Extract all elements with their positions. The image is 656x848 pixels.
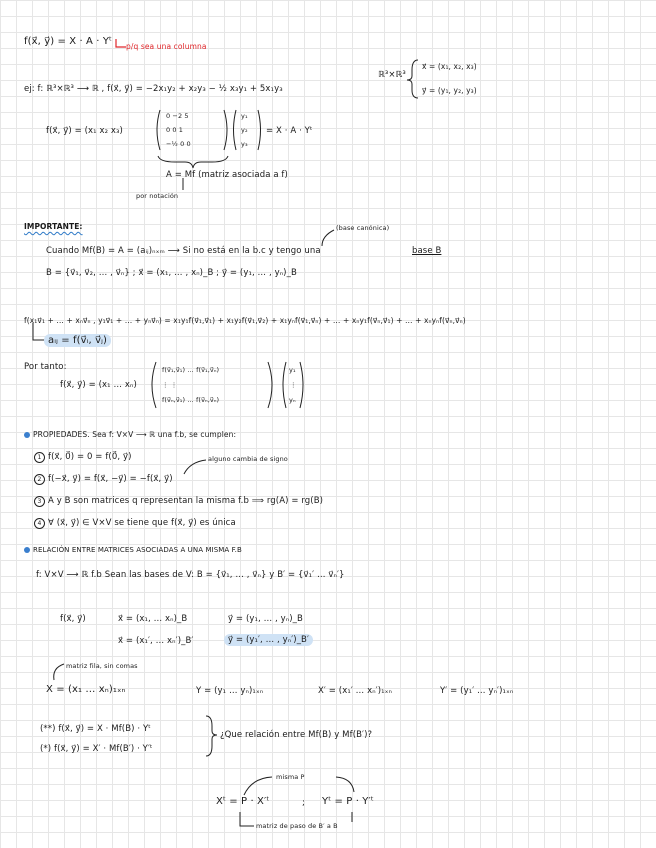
y-column-3: y₃ [241, 140, 248, 148]
note-cambia-signo: alguno cambia de signo [208, 455, 288, 463]
matrix-form-left: f(x⃗, y⃗) = (x₁ x₂ x₃) [46, 126, 123, 136]
note-matriz-paso: matriz de paso de B′ a B [256, 822, 338, 830]
row-matrix-x: X = (x₁ … xₙ)₁ₓₙ [46, 684, 126, 695]
property-2 [34, 474, 173, 485]
change-y: Yᵗ = P · Y′ᵗ [322, 796, 374, 807]
x-in-b-prime: x⃗ = (x₁′, … xₙ′)_B′ [118, 636, 194, 646]
property-1-text: f(x⃗, 0⃗) = 0 = f(0⃗, y⃗) [48, 452, 132, 462]
property-1 [34, 452, 132, 463]
matrix-row-1: 0 −2 5 [166, 112, 189, 120]
relation-question: ¿Que relación entre Mf(B) y Mf(B′)? [220, 730, 373, 740]
y-vector-def: y⃗ = (y₁, y₂, y₃) [422, 86, 477, 95]
yn-column-2: ⋮ [290, 381, 297, 389]
relation-heading [24, 546, 242, 554]
number-3-icon: 3 [34, 496, 45, 507]
y-column-2: y₂ [241, 126, 248, 134]
formula-general: f(x⃗, y⃗) = X · A · Yᵗ [24, 36, 113, 47]
bases-statement: f: V×V ⟶ ℝ f.b Sean las bases de V: B = {v⃗₁, … , v⃗ₙ} y B′ = {v⃗₁′ … v⃗ₙ′} [36, 570, 345, 580]
number-2-icon: 2 [34, 474, 45, 485]
note-base-canonica: (base canónica) [336, 224, 390, 232]
number-4-icon: 4 [34, 518, 45, 529]
row-matrix-x-prime: X′ = (x₁′ … xₙ′)₁ₓₙ [318, 686, 392, 696]
general-matrix-left: f(x⃗, y⃗) = (x₁ … xₙ) [60, 380, 137, 390]
number-1-icon: 1 [34, 452, 45, 463]
matrix-row-3: −½ 0 0 [166, 140, 191, 148]
equation-double-star: (**) f(x⃗, y⃗) = X · Mf(B) · Yᵗ [40, 724, 151, 734]
big-matrix-row-3: f(v⃗ₙ,v⃗₁) … f(v⃗ₙ,v⃗ₙ) [162, 396, 220, 404]
domain-label: ℝ³×ℝ³ [378, 70, 406, 80]
yn-column-3: yₙ [289, 396, 296, 404]
properties-heading [24, 430, 236, 439]
matrix-row-2: 0 0 1 [166, 126, 184, 134]
x-vector-def: x⃗ = (x₁, x₂, x₃) [422, 62, 477, 71]
f-xy-label: f(x⃗, y⃗) [60, 614, 86, 624]
equation-star: (*) f(x⃗, y⃗) = X′ · Mf(B′) · Y′ᵗ [40, 744, 153, 754]
when-statement: Cuando Mf(B) = A = (aᵢⱼ)ₙₓₘ ⟶ Si no está en la b.c y tengo una [46, 246, 321, 256]
y-column-1: y₁ [241, 112, 248, 120]
bilinear-expansion: f(x₁v⃗₁ + … + xₙv⃗ₙ , y₁v⃗₁ + … + yₙv⃗ₙ) = x₁y₁f(v⃗₁,v⃗₁) + x₁y₂f(v⃗₁,v⃗₂) + x₁yₙf(v⃗₁,v⃗ₙ) + … + xₙy₁f(v⃗ₙ,v⃗₁) + … + xₙyₙf(v⃗ₙ,v⃗ₙ) [24, 316, 466, 325]
relation-title: RELACIÓN ENTRE MATRICES ASOCIADAS A UNA MISMA F.B [33, 546, 242, 554]
matrix-associated: A = Mf (matriz asociada a f) [166, 170, 288, 180]
important-heading: IMPORTANTE: [24, 222, 83, 231]
base-b-label: base B [412, 246, 442, 256]
por-tanto-label: Por tanto: [24, 362, 67, 372]
property-3 [34, 496, 323, 507]
y-in-b-prime: y⃗ = (y₁′, … , yₙ′)_B′ [224, 634, 313, 646]
properties-title: PROPIEDADES. Sea f: V×V ⟶ ℝ una f.b, se cumplen: [33, 430, 237, 439]
basis-coordinates: B = {v⃗₁, v⃗₂, … , v⃗ₙ} ; x⃗ = (x₁, … , xₙ)_B ; y⃗ = (y₁, … , yₙ)_B [46, 268, 297, 278]
x-in-b: x⃗ = (x₁, … xₙ)_B [118, 614, 188, 624]
y-in-b: y⃗ = (y₁, … , yₙ)_B [228, 614, 303, 624]
aij-definition: aᵢⱼ = f(v⃗ᵢ, v⃗ⱼ) [44, 334, 111, 347]
bullet-icon [24, 547, 30, 553]
yn-column-1: y₁ [289, 366, 296, 374]
change-x: Xᵗ = P · X′ᵗ [216, 796, 270, 807]
property-3-text: A y B son matrices q representan la misma f.b ⟹ rg(A) = rg(B) [48, 496, 324, 506]
note-misma-p: misma P [276, 773, 305, 781]
property-4-text: ∀ (x⃗, y⃗) ∈ V×V se tiene que f(x⃗, y⃗) es única [48, 518, 236, 528]
matrix-form-right: = X · A · Yᵗ [266, 126, 313, 136]
bullet-icon [24, 432, 30, 438]
example-definition: ej: f: ℝ³×ℝ³ ⟶ ℝ , f(x⃗, y⃗) = −2x₁y₂ + x₂y₃ − ½ x₃y₁ + 5x₁y₃ [24, 84, 283, 94]
note-columna: p/q sea una columna [126, 42, 207, 51]
property-2-text: f(−x⃗, y⃗) = f(x⃗, −y⃗) = −f(x⃗, y⃗) [48, 474, 173, 484]
property-4 [34, 518, 236, 529]
separator: ; [302, 798, 305, 808]
note-matriz-fila: matriz fila, sin comas [66, 662, 138, 670]
big-matrix-row-1: f(v⃗₁,v⃗₁) … f(v⃗₁,v⃗ₙ) [162, 366, 220, 374]
big-matrix-row-2: ⋮ ⋮ [162, 381, 178, 389]
row-matrix-y-prime: Y′ = (y₁′ … yₙ′)₁ₓₙ [440, 686, 514, 696]
row-matrix-y: Y = (y₁ … yₙ)₁ₓₙ [196, 686, 264, 696]
note-notacion: por notación [136, 192, 179, 200]
